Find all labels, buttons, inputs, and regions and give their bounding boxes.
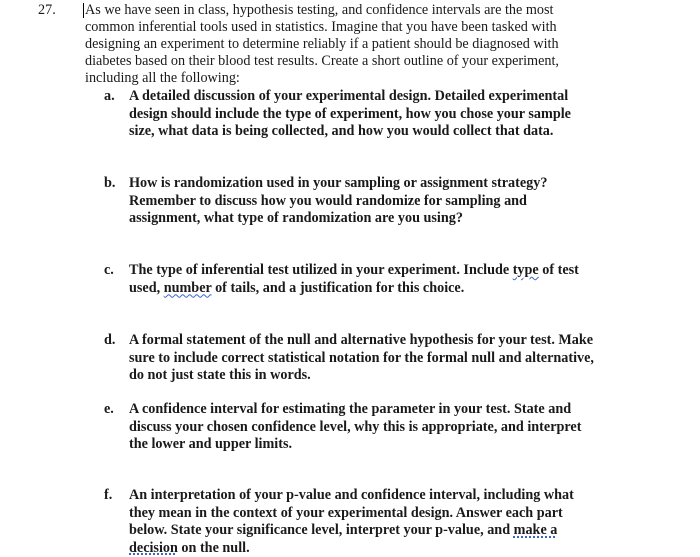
item-line: used, number of tails, and a justification for this choice. <box>129 279 465 296</box>
list-item-text <box>129 401 689 454</box>
item-line: A confidence interval for estimating the parameter in your test. State and <box>129 401 572 417</box>
question-intro[interactable] <box>85 2 675 87</box>
grammar-underline: decision <box>129 539 178 556</box>
item-line: do not just state this in words. <box>129 367 311 384</box>
item-line: below. State your significance level, interpret your p-value, and make a <box>129 522 558 539</box>
grammar-underline: make a <box>513 522 558 539</box>
item-line: The type of inferential test utilized in your experiment. Include type of test <box>129 262 579 278</box>
intro-line: designing an experiment to determine reliably if a patient should be diagnosed with <box>85 36 559 52</box>
text-cursor <box>83 3 84 18</box>
item-line: they mean in the context of your experimental design. Answer each part <box>129 504 563 521</box>
item-line: A formal statement of the null and alternative hypothesis for your test. Make <box>129 332 594 348</box>
list-letter: b. <box>104 175 116 191</box>
item-line: assignment, what type of randomization are you using? <box>129 210 463 227</box>
item-line: A detailed discussion of your experimental design. Detailed experimental <box>129 88 569 104</box>
list-letter: c. <box>104 262 114 278</box>
item-line: design should include the type of experiment, how you chose your sample <box>129 105 571 122</box>
spellcheck-underline: type <box>512 262 539 278</box>
item-line: discuss your chosen confidence level, why this is appropriate, and interpret <box>129 418 582 435</box>
item-line: sure to include correct statistical notation for the formal null and alternative, <box>129 349 594 366</box>
item-line: size, what data is being collected, and how you would collect that data. <box>129 123 554 140</box>
question-number: 27. <box>38 2 56 18</box>
list-letter: f. <box>104 487 113 503</box>
list-item-text <box>129 88 689 141</box>
item-line: Remember to discuss how you would randomize for sampling and <box>129 192 527 209</box>
item-line: An interpretation of your p-value and confidence interval, including what <box>129 487 574 503</box>
list-item-text <box>129 487 689 557</box>
item-line: decision on the null. <box>129 539 250 556</box>
intro-line: including all the following: <box>85 70 240 86</box>
list-item-text <box>129 332 689 385</box>
spellcheck-underline: number <box>163 279 212 296</box>
intro-line: As we have seen in class, hypothesis testing, and confidence intervals are the most <box>85 2 554 18</box>
list-letter: a. <box>104 88 115 104</box>
intro-line: diabetes based on their blood test results. Create a short outline of your experiment, <box>85 53 559 69</box>
item-line: How is randomization used in your sampling or assignment strategy? <box>129 175 548 191</box>
item-line: the lower and upper limits. <box>129 436 293 453</box>
list-item-text <box>129 262 689 297</box>
list-letter: e. <box>104 401 114 417</box>
list-item-text <box>129 175 689 228</box>
intro-line: common inferential tools used in statistics. Imagine that you have been tasked with <box>85 19 557 35</box>
list-letter: d. <box>104 332 116 348</box>
